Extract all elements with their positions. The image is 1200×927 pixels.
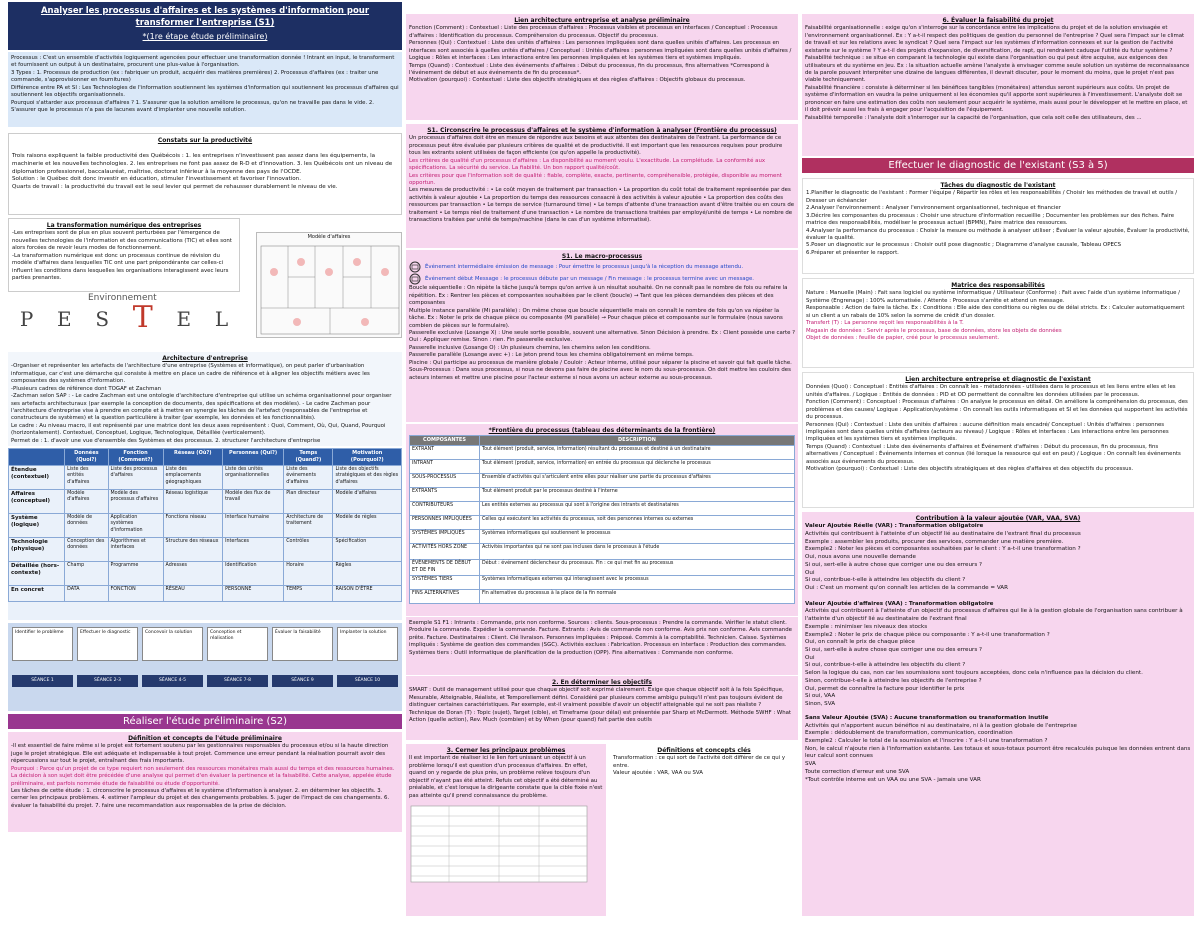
zachman-header [9, 449, 402, 466]
table-cell: Application systèmes d'information [108, 513, 163, 537]
table-row [410, 460, 795, 474]
table-cell: Liste des événements d'affaires [284, 465, 333, 489]
table-cell: Activités importantes qui ne sont pas incluses dans le processus à l'étude [480, 544, 795, 560]
seance-6: SÉANCE 10 [337, 675, 398, 687]
table-row [9, 585, 402, 601]
table-cell: Liste des entités d'affaires [65, 465, 108, 489]
start-message-icon [409, 273, 421, 285]
macro-p6: Passerelle inclusive (Losange O) : Un plusieurs chemins, les chemins selon les conditions. [409, 344, 651, 351]
s2-p1: -Il est essentiel de faire même si le projet est fortement soutenu par les gestionnaires responsables du processus et/ou si la haute direction juge le projet stratégique. Elle est adéquate et indispensable à tout projet. Commence une erreur pendant la réalisation pourrait avoir des répercussions sur tout le projet, entraînant des frais importants. [11, 743, 389, 765]
table-row [9, 561, 402, 585]
responsibility-p1: Nature : Manuelle (Main) : Fait sans logiciel ou système informatique / Utilisateur (Conforme) : Fait avec l'aide d'un système informatique / Système (Engrenage) : 100% automatisée. / Attente : Processus s'arrête et attend un message. [806, 290, 1180, 304]
business-model-canvas [256, 232, 402, 338]
transfo-box [8, 218, 240, 292]
zachman-h5: Temps (Quand?) [284, 449, 333, 466]
frontier-box [406, 424, 798, 616]
va-line: Oui [805, 654, 815, 661]
responsibility-p4: Magasin de données : Servir après le processus, base de données, store les objets de données [806, 327, 1062, 334]
table-cell: Modèle de données [65, 513, 108, 537]
archi-title: Architecture d'entreprise [162, 355, 248, 362]
frontier-h1: DESCRIPTION [480, 436, 795, 446]
va-line: Exemple2 : Calculer le total de la soumission et l'inscrire : Y a-t-il une transformation ? [805, 737, 1048, 744]
table-cell: En concret [9, 585, 65, 601]
va-line: Oui, on connaît le prix de chaque pièce [805, 639, 915, 646]
zachman-h3: Réseau (Où?) [163, 449, 223, 466]
table-cell: Plan directeur [284, 489, 333, 513]
pestel-letters [8, 300, 240, 336]
archi-p2: -Plusieurs cadres de référence dont TOGAF et Zachman [11, 385, 162, 392]
objectives-p1: SMART : Outil de management utilisé pour que chaque objectif soit exprimé clairement. Exige que chaque objectif soit à la fois Spécifique, Mesurable, Atteignable, Réaliste, et Temporellement défini. Considéré par plusieurs comme ambigu puisqu'il n'est pas toujours évident de distinguer certaines caractéristiques. Par exemple, est-il vraiment possible d'avoir un objectif atteignable qui ne soit pas réaliste ? [409, 687, 784, 709]
table-cell: TEMPS [284, 585, 333, 601]
tasks-p4: 4.Analyser la performance du processus : Choisir la mesure ou méthode à analyser utiliser ; Évaluer la valeur ajoutée, Évaluer la productivité, évaluer la qualité. [806, 227, 1190, 241]
tasks-p1: 1.Planifier le diagnostic de l'existant : Former l'équipe / Répartir les rôles et les responsabilités / Choisir les méthodes de travail et outils / Dresser un échéancier [806, 190, 1178, 204]
pestel-e2: E [176, 307, 192, 332]
table-cell: PERSONNES IMPLIQUÉES [410, 516, 480, 530]
table-cell: Réseau logistique [163, 489, 223, 513]
macro-p1: Événement intermédiaire émission de message : Pour émettre le processus jusqu'à la réception du message attendu. [425, 263, 744, 270]
table-cell: DATA [65, 585, 108, 601]
va-line: Exemple2 : Noter les pièces et composantes souhaitées par le client : Y a-t-il une transformation ? [805, 546, 1081, 553]
diag-link-p4: Temps (Quand) : Contextuel : Liste des événements d'affaires et Événement d'affaires : Début du processus, fin du processus, fins alternatives / Conceptuel : Événements internes et connus (lié lorsque la ressource qui est en peut) / Logique : On connaît les événements associés aux événements du processus. [806, 443, 1181, 465]
seance-1: SÉANCE 1 [12, 675, 73, 687]
va-line: Valeur Ajoutée d'affaires (VAA) : Transformation obligatoire [805, 600, 994, 607]
table-row [9, 465, 402, 489]
frontier-header [410, 436, 795, 446]
page-title: Analyser les processus d'affaires et les systèmes d'information pour transformer l'entreprise (S1) [40, 6, 370, 28]
va-line: Oui [805, 569, 815, 576]
archi-p5: Permet de : 1. d'avoir une vue d'ensemble des Systèmes et des processus. 2. structurer l'architecture d'entreprise [11, 437, 321, 444]
table-cell: Détaillée (hors-contexte) [9, 561, 65, 585]
pestel-p: P [19, 307, 34, 332]
productivity-title: Constats sur la productivité [157, 137, 253, 144]
table-cell: Tout élément (produit, service, information) en entrée du processus qui déclenche le processus [480, 460, 795, 474]
definitions-p2: Valeur ajoutée : VAR, VAA ou SVA [613, 770, 703, 777]
value-added-title: Contribution à la valeur ajoutée (VAR, VAA, SVA) [915, 515, 1081, 522]
table-row [410, 560, 795, 576]
va-line: Sinon, contribue-t-elle à atteindre les objectifs de l'entreprise ? [805, 677, 982, 684]
table-cell: Ensemble d'activités qui s'articulent entre elles pour réaliser une partie du processus d'affaires [480, 474, 795, 488]
problem-table-thumbnail-icon [409, 804, 589, 884]
table-cell: ACTIVITÉS HORS ZONE [410, 544, 480, 560]
va-line: Valeur Ajoutée Réelle (VAR) : Transformation obligatoire [805, 523, 984, 530]
s1-title: S1. Circonscrire le processus d'affaires et le système d'information à analyser (Frontière du processus) [427, 127, 777, 134]
transfo-title: La transformation numérique des entreprises [46, 222, 202, 229]
responsibility-title: Matrice des responsabilités [951, 282, 1045, 289]
s1-p4: Les mesures de productivité : • Le coût moyen de traitement par transaction • La proportion du coût total de traitement représentée par des activités à valeur ajoutée • La proportion du temps des ressources consacré à des activités à valeur ajoutée • La proportion des coûts des ressources par transaction • Le temps de service (turnaround time) • Le temps d'attente d'une transaction avant d'être traitée ou en cours de traitement • Le temps réel de traitement d'une transaction • Le nombre de transactions traitées par employé/unité de temps • Le nombre de transactions traitées par unité de temps/machine (dans le cas d'un système informatisé). [409, 187, 795, 224]
table-cell: Liste des objectifs stratégiques et des règles d'affaires [333, 465, 402, 489]
table-cell: Architecture de traitement [284, 513, 333, 537]
s1-box [406, 124, 798, 248]
value-added-box [802, 512, 1194, 916]
definitions-p1: Transformation : ce qui sort de l'activité doit différer de ce qui y entre. [613, 755, 786, 769]
va-line: Activités qui contribuent à l'atteinte d'un objectif lié au destinataire de l'extrant final du processus [805, 530, 1081, 537]
va-line: Si oui, sert-elle à autre chose que corriger une ou des erreurs ? [805, 647, 982, 654]
s3-section-bar: Effectuer le diagnostic de l'existant (S3 à 5) [802, 158, 1194, 173]
table-cell: Interfaces [223, 537, 284, 561]
table-cell: Interface humaine [223, 513, 284, 537]
va-line: Exemple : assembler les produits, procurer des services, commander une matière première. [805, 538, 1064, 545]
step-3: Concevoir la solution [142, 627, 203, 661]
va-line: Si oui, VAA [805, 693, 836, 700]
s2-p2: Pourquoi : Parce qu'un projet de ce type requiert non seulement des ressources monétaires mais aussi du temps et des ressources humaines. La décision à son sujet doit être précédée d'une analyse qui permet d'en évaluer la pertinence et la faisabilité. Cette analyse, appelée étude préliminaire, est parfois nommée étude de faisabilité ou étude d'opportunité. [11, 765, 395, 787]
step-2: Effectuer le diagnostic [77, 627, 138, 661]
va-line: Oui, nous avons une nouvelle demande [805, 554, 916, 561]
s2-title: Définition et concepts de l'étude préliminaire [128, 735, 282, 742]
s1-p1: Un processus d'affaires doit être en mesure de répondre aux besoins et aux attentes des destinataires de l'extrant. La performance de ce processus peut être évaluée par plusieurs critères de qualité et de productivité. Il est important que les ressources requises pour produire tous les extrants soient utilisées de façon efficiente (ce qu'on appelle la productivité). [409, 135, 783, 157]
seance-3: SÉANCE 4-5 [142, 675, 203, 687]
table-row [9, 489, 402, 513]
va-line: Exemple2 : Noter le prix de chaque pièce ou composante : Y a-t-il une transformation ? [805, 631, 1050, 638]
table-row [410, 530, 795, 544]
va-line: Si oui, sert-elle à autre chose que corriger une ou des erreurs ? [805, 561, 982, 568]
table-cell: INTRANT [410, 460, 480, 474]
table-cell: Affaires (conceptuel) [9, 489, 65, 513]
table-row [410, 488, 795, 502]
table-cell: Algorithmes et interfaces [108, 537, 163, 561]
seance-5: SÉANCE 9 [272, 675, 333, 687]
table-row [410, 502, 795, 516]
problems-box [406, 744, 606, 916]
feasibility-p1: Faisabilité organisationnelle : exige qu'on s'interroge sur la concordance entre les implications du projet et de la solution envisagée et l'environnement organisationnel. Ex : Y a-t-il respect des politiques de gestion du personnel de l'entreprise ? Quel sera l'impact sur le climat de travail et sur les relations avec le syndicat ? Quel sera l'impact sur les systèmes d'information connexes et sur la gestion de l'activité existante sur le système ? Y a-t-il des projets d'expansion, de diversification, de rapt, qui rendraient caduque l'utilité du futur système ? [805, 25, 1185, 54]
s1-p2: Les critères de qualité d'un processus d'affaires : La disponibilité au moment voulu. L'exactitude. La complétude. La conformité aux spécifications. La sécurité du service. La fiabilité. Un bon rapport qualité/coût. [409, 157, 766, 172]
intro-box [8, 52, 402, 127]
step-4: Conception et réalisation [207, 627, 268, 661]
zachman-h2: Fonction (Comment?) [108, 449, 163, 466]
tasks-title: Tâches du diagnostic de l'existant [940, 182, 1056, 189]
archi-p1: -Organiser et représenter les artefacts de l'architecture d'une entreprise (Systèmes et informatique), on peut parler d'urbanisation informatique, car c'est une démarche qui consiste à mettre en place un cadre de référence et à aligner les objectifs métiers avec les composantes des systèmes d'information. [11, 363, 370, 385]
column-1 [8, 0, 402, 927]
table-cell: SYSTÈMES IMPLIQUÉS [410, 530, 480, 544]
table-cell: FONCTION [108, 585, 163, 601]
example-p1: Exemple S1 F1 : Intrants : Commande, prix non conforme. Sources : clients. Sous-processus : Prendre la commande. Vérifier le statut client. Produire la commande. Expédier la commande. Facture. Extrants : Avis de commande non conforme. Avis prix non conforme. Avis commande prête. Facture. Destinataires : Client. Clé livraison. Personnes impliquées : Préposé. Commis à la comptabilité. Technicien. Caisse. Systèmes impliqués : Système de gestion des commandes (SGC). Activités exclues : Fabrication. Processus en interface : Production des commandes. Systèmes tiers : Outil informatique de planification de la production (OPP). Fins alternatives : Commande non conforme. [409, 620, 792, 656]
table-cell: Modèle de règles [333, 513, 402, 537]
table-cell: SOUS-PROCESSUS [410, 474, 480, 488]
definitions-box [610, 744, 798, 780]
diag-link-p2: Fonction (Comment) : Conceptuel : Processus d'affaires : On analyse le processus en détail. On améliore la compréhension du processus, des problèmes et des causes/ Logique : Application/système : On connaît les outils informatiques et SI et les données qui supportent les activités du processus. [806, 399, 1188, 421]
zachman-h4: Personnes (Qui?) [223, 449, 284, 466]
macro-p9: Sous-Processus : Dans sous processus, si nous ne devons pas faire de piscine avec le nom du sous-processus. On doit mettre les couloirs des acteurs internes et mettre une piscine pour l'acteur externe si nous avons un acteur externe au sous-processus. [409, 367, 791, 381]
table-cell: RAISON D'ÊTRE [333, 585, 402, 601]
va-line: Activités qui contribuent à l'atteinte d'un objectif du processus d'affaires qui lie à la gestion globale de l'organisation sans contribuer à l'atteinte d'un objectif lié au destinataire de l'extrant final [805, 608, 1183, 623]
definitions-title: Définitions et concepts clés [657, 747, 751, 754]
table-cell: Systèmes informatiques externes qui interagissent avec le processus [480, 576, 795, 590]
objectives-title: 2. En déterminer les objectifs [552, 679, 652, 686]
archi-p3: -Zachman selon SAP : - Le cadre Zachman est une ontologie d'architecture d'entreprise qui utilise un schéma organisationnel pour organiser ses artefacts architecturaux (par exemple la conception de documents, des spécifications et des modèles). - Le cadre Zachman pour l'architecture d'entreprise vise à prendre en compte et à mettre en synergie les tâches de l'artefact (responsables de l'entreprise et constructeurs de systèmes) et la question particulière à traiter (par exemple, les données et les fonctionnalités). [11, 393, 392, 422]
link-p3: Temps (Quand) : Contextuel : Liste des événements d'affaires : Début du processus, fin du processus, fins alternatives *Correspond à l'événement de début et aux événements de fin du processus*. [409, 62, 770, 76]
va-line: Sans Valeur Ajoutée (SVA) : Aucune transformation ou transformation inutile [805, 714, 1049, 721]
diag-link-p3: Personnes (Qui) : Contextuel : Liste des unités d'affaires : aucune définition mais encadré/ Conceptuel : Unités d'affaires : personnes impliquées sont dans quelles unités d'affaires (acteurs au niveau) / Logique : Rôles et interfaces : Les interactions entre les personnes impliquées et les systèmes tiers et systèmes impliqués. [806, 421, 1169, 443]
table-row [410, 544, 795, 560]
problems-p1: Il est important de réaliser ici le lien fort unissant un objectif à un problème lorsqu'il est question d'un processus d'affaires. En effet, quand on y regarde de plus près, un problème relève toujours d'un objectif n'ayant pas été atteint. Refuis cet objectif a été déterminé au préalable, et c'est lorsque la dirigeante constate que la cible fixée n'est pas atteinte qu'il prend connaissance du problème. [409, 755, 603, 799]
link-title: Lien architecture entreprise et analyse préliminaire [514, 17, 690, 24]
productivity-p2: Solution : le Québec doit donc investir en éducation, stimuler l'investissement et favoriser l'innovation. [12, 176, 302, 183]
message-event-icon [409, 261, 421, 273]
table-cell: Tout élément produit par le processus destiné à l'interne [480, 488, 795, 502]
intro-p2: 3 Types : 1. Processus de production (ex : fabriquer un produit, acquérir des matières premières) 2. Processus d'affaires (ex : traiter une commande, s'approvisionner en fournitures) [11, 69, 379, 84]
macro-p2: Événement début Message : le processus débute par un message / Fin message : le processus termine avec un message. [425, 275, 755, 282]
table-cell: SYSTÈMES TIERS [410, 576, 480, 590]
problems-title: 3. Cerner les principaux problèmes [446, 747, 566, 754]
va-line: Exemple : minimiser les niveaux des stocks [805, 623, 928, 630]
table-cell: CONTRIBUTEURS [410, 502, 480, 516]
intro-p1: Processus : C'est un ensemble d'activités logiquement agencées pour effectuer une transformation donnée ! Intrant en input, le transforment et fournissent un output à un destinataire, procurent une plus-value à l'organisation. [11, 55, 395, 69]
title-box [8, 2, 402, 50]
feasibility-title: 6. Évaluer la faisabilité du projet [942, 17, 1054, 24]
intro-p3: Différence entre PA et SI : Les Technologies de l'information soutiennent les systèmes d'information qui soutiennent les processus d'affaires qui soutiennent les objectifs organisationnels. [11, 84, 399, 99]
macro-p4: Multiple instance parallèle (Mi parallèle) : On même chose que boucle séquentielle mais on connaît le nombre de fois qu'on va répéter la tâche. Ex : Noter le prix de chaque pièce ou composante (Mi parallèle) → Pour chaque pièce et composante sur le formulaire (nous savons combien de pièces sur le formulaire). [409, 307, 783, 329]
pestel-s: S [95, 307, 110, 332]
table-cell: Identification [223, 561, 284, 585]
feasibility-p3: Faisabilité financière : consiste à déterminer si les bénéfices tangibles (monétaires) attendus seront supérieurs aux coûts. Un projet de système d'information en vaudra la peine uniquement si les économies qu'il apporte sont supérieures à l'investissement. L'analyste doit se prononcer en faire une estimation des coûts non seulement pour acquérir le système, mais aussi pour le développer et le mettre en place, et il doit prévoir aussi les frais à engager pour l'acquisition de l'équipement. [805, 84, 1188, 114]
table-row [410, 446, 795, 460]
table-cell: RÉSEAU [163, 585, 223, 601]
seance-2: SÉANCE 2-3 [77, 675, 138, 687]
table-cell: Contrôles [284, 537, 333, 561]
va-line: Oui, permet de connaître la facture pour identifier le prix [805, 685, 965, 692]
table-cell: Technologie (physique) [9, 537, 65, 561]
steps-box [8, 623, 402, 711]
va-line: Toute correction d'erreur est une SVA [805, 768, 910, 775]
objectives-box [406, 676, 798, 740]
objectives-p2: Technique de Doran (T) : Topic (sujet), Target (cible), et Timeframe (pour délai) est présentée par Sharp et McDermott. Méthode 5WHF : What Action (quelle action), Rev. Much (combien) et by When (pour quand) fait partie des outils [409, 709, 792, 724]
canvas-grid-icon [257, 242, 402, 338]
table-cell: Liste des unités organisationnelles [223, 465, 284, 489]
table-cell: Modèle des processus d'affaires [108, 489, 163, 513]
tasks-p3: 3.Décrire les composantes du processus : Choisir une structure d'information recueillie ; Documenter les problèmes sur des fiches. Faire matrice des responsabilités, modéliser le processus actuel (BPMN), Faire matrice des ressources. [806, 212, 1175, 227]
column-2 [406, 0, 798, 927]
frontier-title: *Frontière du processus (tableau des déterminants de la frontière) [488, 427, 716, 434]
column-3 [802, 0, 1194, 927]
macro-event-row [409, 261, 795, 273]
table-cell: Modèle d'affaires [333, 489, 402, 513]
macro-p3: Boucle séquentielle : On répète la tâche jusqu'à temps qu'on arrive à un résultat souhaité. On ne connaît pas le nombre de fois ou refaire la répétition. Ex : Rentrer les pièces et composantes souhaitées par le client (boucle) → Tant que les pièces demandées des pièces et des composantes [409, 285, 788, 307]
diag-link-p5: Motivation (pourquoi) : Contextuel : Liste des objectifs stratégiques et des règles d'affaires et des objectifs du processus. [806, 466, 1134, 473]
table-row [410, 516, 795, 530]
pestel-env-label: Environnement [88, 293, 157, 303]
va-line: SVA [805, 761, 816, 768]
responsibility-p3: Transfert (T) : La personne reçoit les responsabilités à la T. [806, 320, 964, 327]
intro-p4: Pourquoi s'attarder aux processus d'affaires ? 1. S'assurer que la solution améliore le processus, qu'on ne travaille pas dans le vide. 2. S'assurer que le processus n'a pas de lacunes avant d'implanter une nouvelle solution. [11, 99, 375, 114]
tasks-box [802, 178, 1194, 274]
responsibility-p5: Objet de données : feuille de papier, créé pour le processus seulement. [806, 334, 1000, 341]
va-line: Selon la logique du cas, non car les soumissions sont toujours acceptées, donc cela n'influence pas la décision du client. [805, 670, 1143, 677]
s2-section-bar: Réaliser l'étude préliminaire (S2) [8, 714, 402, 729]
s2-p3: Les tâches de cette étude : 1. circonscrire le processus d'affaires et le système d'information à analyser. 2. en déterminer les objectifs. 3. cerner les principaux problèmes. 4. estimer l'ampleur du projet et des changements probables. 5. juger de l'impact de ces changements. 6. évaluer la faisabilité du projet. 7. faire une recommandation aux responsables de la prise de décision. [11, 787, 390, 809]
pestel-l: L [214, 307, 229, 332]
responsibility-p2: Responsable : Action de faire la tâche. Ex : Conditions : Elle aide des conditions ou règles ou de délai stricts. Ex : Calculer automatiquement si un client a un rabais de 10% selon la somme de crédit d'un dossier. [806, 305, 1185, 319]
page-subtitle: *(1re étape étude préliminaire) [142, 32, 268, 42]
transfo-p2: -La transformation numérique est donc un processus continue de révision du modèle d'affaires dans lesquelles TIC ont une part prépondérante car celles-ci influent les conditions dans lesquelles les organisations interagissent avec leurs parties prenantes. [12, 252, 229, 281]
zachman-h0 [9, 449, 65, 466]
table-cell: Fonctions réseau [163, 513, 223, 537]
va-line: Si oui, contribue-t-elle à atteindre les objectifs du client ? [805, 577, 966, 584]
zachman-h1: Données (Quoi?) [65, 449, 108, 466]
table-cell: Spécification [333, 537, 402, 561]
zachman-h6: Motivation (Pourquoi?) [333, 449, 402, 466]
step-1: Identifier le problème [12, 627, 73, 661]
table-cell: Liste des processus d'affaires [108, 465, 163, 489]
s1-p3: Les critères pour que l'information soit de qualité : fiable, complète, exacte, pertinente, compréhensible, protégée, disponible au moment opportun. [409, 172, 782, 186]
frontier-h0: COMPOSANTES [410, 436, 480, 446]
pestel-t: T [132, 300, 153, 336]
productivity-p3: Quarts de travail : la productivité du travail est le seul levier qui permet de rehausser durablement le niveau de vie. [12, 184, 338, 191]
va-line: Oui : C'est un moment qu'on connaît les articles de la commande = VAR [805, 585, 1009, 592]
tasks-p6: 6.Préparer et présenter le rapport. [806, 249, 899, 256]
macro-event-row-2 [409, 273, 795, 285]
macro-p7: Passerelle parallèle (Losange avec +) : Le jeton prend tous les chemins obligatoirement en même temps. [409, 352, 694, 359]
pestel-box [8, 292, 240, 340]
table-row [410, 576, 795, 590]
seance-4: SÉANCE 7-8 [207, 675, 268, 687]
steps-row [12, 627, 398, 661]
macro-p5: Passerelle exclusive (Losange X) : Une seule sortie possible, souvent une alternative. Sinon Décision à prendre. Ex : Client possède une carte ? Oui : Appliquer remise. Sinon : rien. Fin passerelle exclusive. [409, 329, 795, 344]
table-cell: EXTRANT [410, 446, 480, 460]
table-cell: Celles qui exécutent les activités du processus, soit des personnes internes ou externes [480, 516, 795, 530]
tasks-p2: 2.Analyser l'environnement : Analyser l'environnement organisationnel, technique et financier [806, 205, 1061, 212]
va-line: Si oui, contribue-t-elle à atteindre les objectifs du client ? [805, 662, 966, 669]
table-cell: EXTRANTS [410, 488, 480, 502]
table-cell: ÉVÉNEMENTS DE DÉBUT ET DE FIN [410, 560, 480, 576]
link-box [406, 14, 798, 120]
table-cell: Système (logique) [9, 513, 65, 537]
table-cell: Champ [65, 561, 108, 585]
pestel-e: E [57, 307, 72, 332]
table-row [410, 590, 795, 604]
macro-p8: Piscine : Qui participe au processus de manière globale / Couloir : Acteur interne, utilisé pour séparer la piscine et savoir qui fait quelle tâche. [409, 359, 792, 366]
table-cell: Conception des données [65, 537, 108, 561]
table-cell: Début : événement déclencheur du processus. Fin : ce qui met fin au processus [480, 560, 795, 576]
step-5: Évaluer la faisabilité [272, 627, 333, 661]
va-line: Exemple : dédoublement de transformation, communication, coordination [805, 730, 1013, 737]
table-cell: FINS ALTERNATIVES [410, 590, 480, 604]
table-cell: Modèle des flux de travail [223, 489, 284, 513]
productivity-box [8, 133, 402, 215]
table-cell: Liste des emplacements géographiques [163, 465, 223, 489]
table-cell: Structure des réseaux [163, 537, 223, 561]
table-row [9, 537, 402, 561]
archi-box [8, 352, 402, 446]
model-label: Modèle d'affaires [307, 234, 351, 240]
feasibility-box [802, 14, 1194, 156]
stepbar-row [12, 675, 398, 687]
table-cell: Règles [333, 561, 402, 585]
example-box [406, 617, 798, 675]
macro-title: S1. Le macro-processus [561, 253, 643, 260]
table-cell: Horaire [284, 561, 333, 585]
diag-link-title: Lien architecture entreprise et diagnostic de l'existant [905, 376, 1091, 383]
table-cell: Modèle d'affaires [65, 489, 108, 513]
zachman-table [8, 448, 402, 620]
va-line: Activités qui n'apportent aucun bénéfice ni au destinataire, ni à la gestion globale de l'entreprise [805, 722, 1077, 729]
s2-box [8, 732, 402, 832]
table-row [9, 513, 402, 537]
transfo-p1: -Les entreprises sont de plus en plus souvent perturbées par l'émergence de nouvelles technologies de l'information et des communications (TIC) et elles sont alors forcées de revoir leurs modes de fonctionnement. [12, 230, 232, 252]
link-p1: Fonction (Comment) : Contextuel : Liste des processus d'affaires : Processus visibles et processus en interfaces / Conceptuel : Processus d'affaires : Identification du processus. Compréhension du processus. Objectif du processus. [409, 25, 778, 39]
table-row [410, 474, 795, 488]
va-line: *Tout contrôle interne est un VAA ou une SVA - jamais une VAR [805, 776, 981, 783]
table-cell: PERSONNE [223, 585, 284, 601]
table-cell: Étendue (contextuel) [9, 465, 65, 489]
archi-p4: Le cadre : Au niveau macro, il est représenté par une matrice dont les deux axes représentent : Quoi, Comment, Où, Qui, Quand, Pourquoi (horizontalement). Contextuel, Conceptuel, Logique, Technologique, Détaillée (verticalement). [11, 422, 386, 437]
productivity-p1: Trois raisons expliquent la faible productivité des Québécois : 1. les entreprises n'investissent pas assez dans les équipements, la machinerie et les nouvelles technologies. 2. les entreprises ne font pas assez de R-D et d'innovation. 3. les Québécois ont un niveau de diplomation professionnel, baccalauréat, maîtrise, doctorat inférieur à la moyenne des pays de l'OCDE. [12, 153, 393, 175]
macro-box [406, 250, 798, 422]
diag-link-p1: Données (Quoi) : Conceptuel : Entités d'affaires : On connaît les - métadonnées - utilisées dans le processus et les liens entre elles et les unités d'affaires. / Logique : Entités de données : PID et OD permettent de connaître les données utilisées par le processus. [806, 384, 1176, 398]
link-p2: Personnes (Qui) : Contextuel : Liste des unités d'affaires : Les personnes impliquées sont dans quelles unités d'affaires. Les processus en interfaces sont associés à quelles unités d'affaires / Conceptuel : Unités d'affaires : personnes impliquées sont dans quelles unités d'affaires / Logique : Rôles et interfaces : Les interactions entre les personnes impliquées et les systèmes tiers et systèmes impliqués. [409, 40, 792, 62]
step-6: Implanter la solution [337, 627, 398, 661]
tasks-p5: 5.Poser un diagnostic sur le processus : Choisir outil pose diagnostic ; Diagramme d'analyse causale, Tableau OPECS [806, 242, 1122, 249]
table-cell: Adresses [163, 561, 223, 585]
feasibility-p4: Faisabilité temporelle : l'analyste doit s'interroger sur la capacité de l'organisation, que cela soit celle des utilisateurs, des ... [805, 114, 1142, 121]
va-line: Non, le calcul n'ajoute rien à l'information existante. Les totaux et sous-totaux pourront être recalculés puisque les données entrent dans leur calcul sont connues [805, 745, 1191, 760]
table-cell: Les entités externes au processus qui sont à l'origine des intrants et destinataires [480, 502, 795, 516]
diag-link-box [802, 372, 1194, 508]
feasibility-p2: Faisabilité technique : se situe en comparant la technologie qui existe dans l'organisation ou qui peut être acquise, aux exigences des utilisateurs et du système en jeu. Ex : la situation actuelle amène l'analyste à envisager comme seule solution un système de reconnaissance de la parole pouvant interpréter une dizaine de langues différentes, il devrait discuter, pour le moment du moins, que le projet n'est pas viable techniquement. [805, 55, 1190, 84]
responsibility-box [802, 278, 1194, 368]
frontier-table [409, 435, 795, 604]
table-cell: Fin alternative du processus à la place de la fin normale [480, 590, 795, 604]
table-cell: Tout élément (produit, service, information) résultant du processus et destiné à un destinataire [480, 446, 795, 460]
table-cell: Programme [108, 561, 163, 585]
va-line: Sinon, SVA [805, 701, 836, 708]
link-p4: Motivation (pourquoi) : Contextuel : Liste des objectifs stratégiques et des règles d'affaires : Objectifs globaux du processus. [409, 77, 746, 84]
table-cell: Systèmes informatiques qui soutiennent le processus [480, 530, 795, 544]
